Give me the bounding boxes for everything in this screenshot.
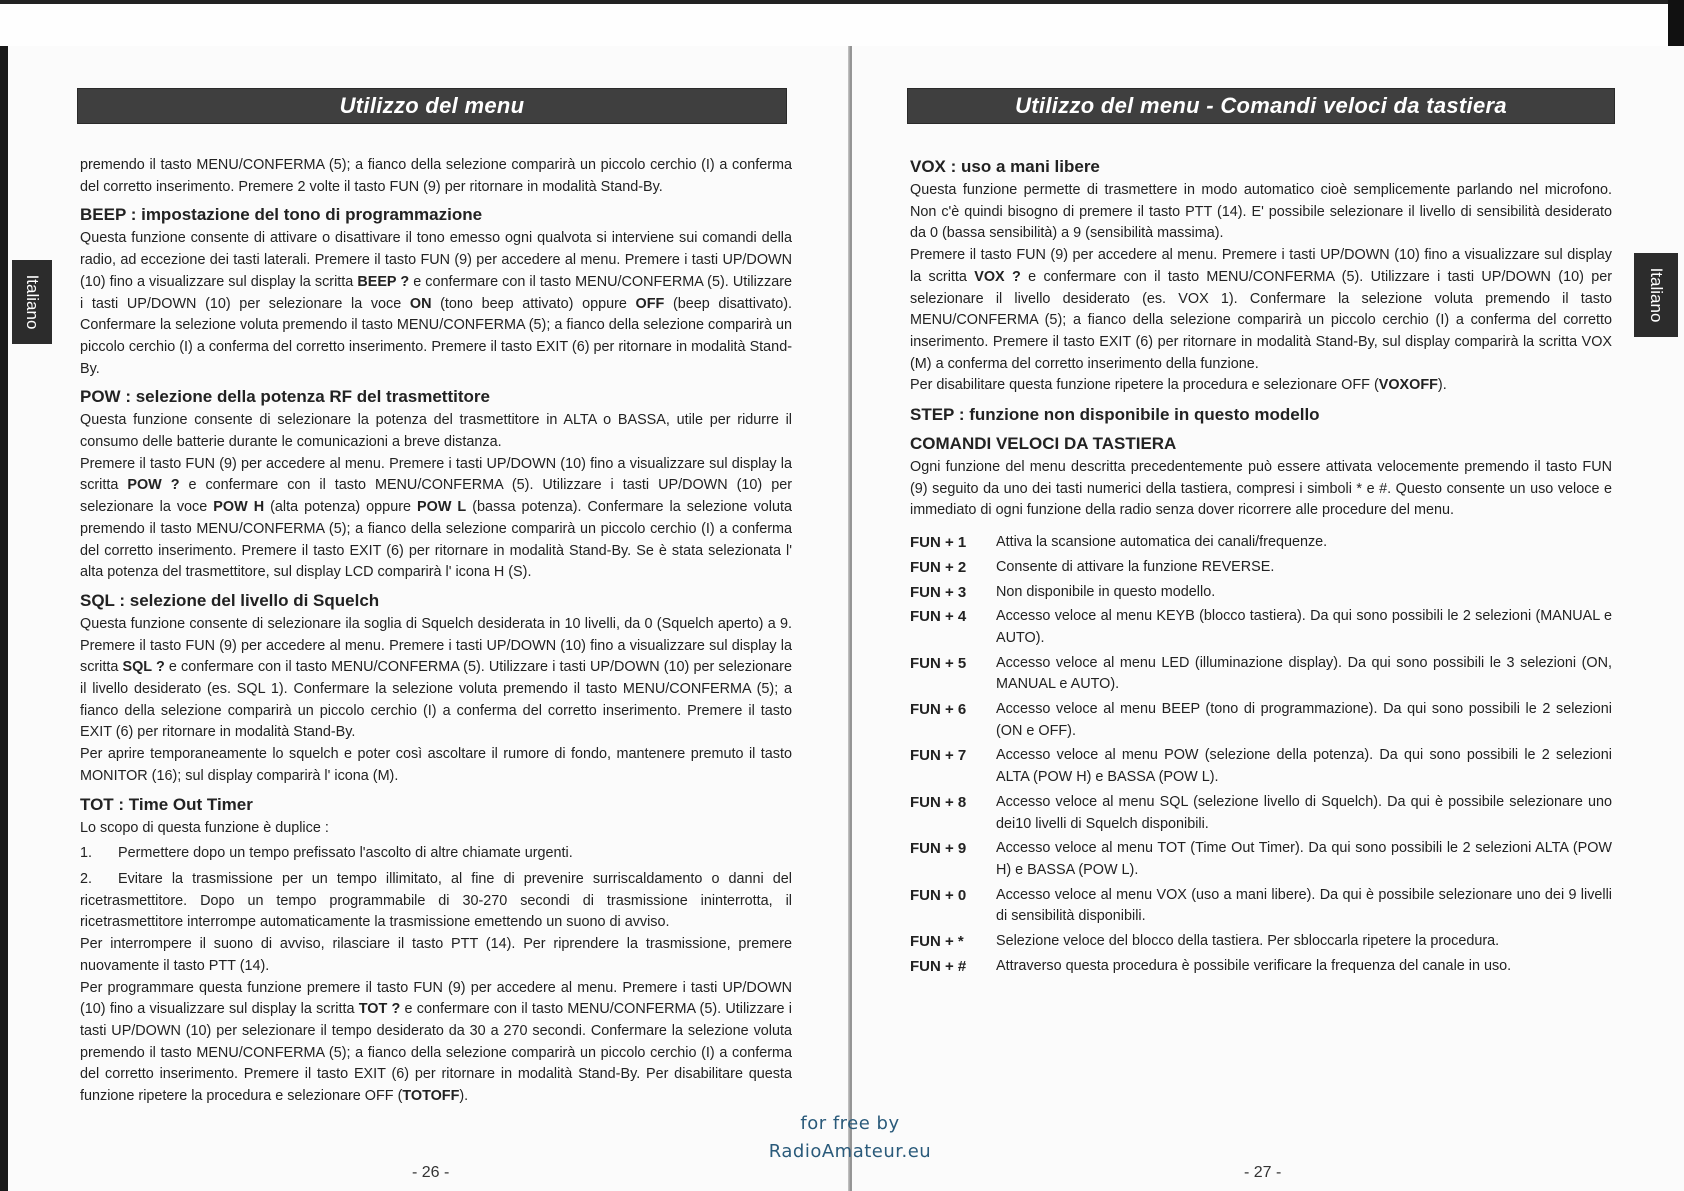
fun-row bbox=[910, 699, 1612, 742]
fun-key: FUN + 1 bbox=[910, 534, 967, 552]
watermark-line-2: RadioAmateur.eu bbox=[768, 1141, 932, 1162]
right-page-content bbox=[910, 149, 1612, 981]
fun-shortcut-list bbox=[910, 532, 1612, 977]
fun-desc: Accesso veloce al menu VOX (uso a mani libere). Da qui è possibile selezionare uno dei 9 livelli di sensibilità disponibili. bbox=[996, 886, 1612, 925]
fun-key: FUN + 9 bbox=[910, 840, 967, 858]
sql-heading: SQL : selezione del livello di Squelch bbox=[80, 590, 380, 610]
tot-paragraph-3: Per programmare questa funzione premere il tasto FUN (9) per accedere al menu. Premere i tasti UP/DOWN (10) fino a visualizzare sul display la scritta TOT ? e confermare con il tasto MENU/CONFERMA (5). Utilizzare i tasti UP/DOWN (10) per selezionare il tempo desiderato da 30 a 270 secondi. Confermare la selezione voluta premendo il tasto MENU/CONFERMA (5); a fianco della selezione comparirà un piccolo cerchio (I) a conferma del corretto inserimento. Premere il tasto EXIT (6) per ritornare in modalità Stand-By. Per disabilitare questa funzione ripetere la procedura e selezionare OFF (TOTOFF). bbox=[80, 979, 792, 1105]
scan-top-edge bbox=[0, 0, 1684, 46]
fun-row bbox=[910, 606, 1612, 649]
fun-row bbox=[910, 532, 1612, 554]
comandi-heading: COMANDI VELOCI DA TASTIERA bbox=[910, 434, 1177, 454]
vox-paragraph-2: Premere il tasto FUN (9) per accedere al menu. Premere i tasti UP/DOWN (10) fino a visualizzare sul display la scritta VOX ? e confermare con il tasto MENU/CONFERMA (5). Utilizzare i tasti UP/DOWN (10) per selezionare il livello desiderato (es. VOX 1). Confermare la selezione voluta premendo il tasto MENU/CONFERMA (5); a fianco della selezione comparirà un piccolo cerchio (I) a conferma del corretto inserimento. Premere il tasto EXIT (6) per ritornare in modalità Stand-By, sul display comparirà la scritta VOX (M) a conferma del corretto inserimento della funzione. bbox=[910, 247, 1613, 372]
fun-desc: Accesso veloce al menu KEYB (blocco tastiera). Da qui sono possibili le 2 selezioni (MANUAL e AUTO). bbox=[996, 608, 1612, 646]
tot-paragraph-2: Per interrompere il suono di avviso, rilasciare il tasto PTT (14). Per riprendere la trasmissione, premere nuovamente il tasto PTT (14). bbox=[80, 936, 792, 974]
fun-key: FUN + 8 bbox=[910, 793, 967, 811]
fun-desc: Accesso veloce al menu TOT (Time Out Timer). Da qui sono possibili le 2 selezioni ALTA (POW H) e BASSA (POW L). bbox=[996, 840, 1612, 878]
fun-row bbox=[910, 582, 1612, 604]
left-page-number: - 26 - bbox=[412, 1164, 450, 1181]
fun-key: FUN + 6 bbox=[910, 701, 967, 719]
fun-desc: Selezione veloce del blocco della tastiera. Per sbloccarla ripetere la procedura. bbox=[996, 933, 1500, 950]
fun-desc: Accesso veloce al menu SQL (selezione livello di Squelch). Da qui è possibile selezionare uno dei10 livelli di Squelch disponibili. bbox=[996, 793, 1612, 832]
fun-desc: Attiva la scansione automatica dei canali/frequenze. bbox=[996, 534, 1328, 551]
fun-row bbox=[910, 653, 1612, 696]
fun-desc: Consente di attivare la funzione REVERSE. bbox=[996, 558, 1275, 575]
pow-heading: POW : selezione della potenza RF del trasmettitore bbox=[80, 387, 490, 407]
beep-paragraph: Questa funzione consente di attivare o disattivare il tono emesso ogni qualvota si interviene sui comandi della radio, ad eccezione dei tasti laterali. Premere il tasto FUN (9) per accedere al menu. Premere i tasti UP/DOWN (10) fino a visualizzare sul display la scritta BEEP ? e confermare con il tasto MENU/CONFERMA (5). Utilizzare i tasti UP/DOWN (10) per selezionare la voce ON (tono beep attivato) oppure OFF (beep disattivato). Confermare la selezione voluta premendo il tasto MENU/CONFERMA (5); a fianco della selezione comparirà un piccolo cerchio (I) a conferma del corretto inserimento. Premere il tasto EXIT (6) per ritornare in modalità Stand-By. bbox=[80, 230, 792, 377]
left-page bbox=[8, 46, 850, 1191]
fun-row bbox=[910, 792, 1612, 835]
step-heading: STEP : funzione non disponibile in questo modello bbox=[910, 405, 1320, 425]
fun-row bbox=[910, 838, 1612, 881]
vox-paragraph-3: Per disabilitare questa funzione ripetere la procedura e selezionare OFF (VOXOFF). bbox=[910, 377, 1447, 394]
fun-key: FUN + 5 bbox=[910, 654, 967, 672]
right-page-header: Utilizzo del menu - Comandi veloci da tastiera bbox=[907, 88, 1615, 124]
tot-list-item-2: 2. Evitare la trasmissione per un tempo illimitato, al fine di prevenire surriscaldamento o danni del ricetrasmettitore. Dopo un tempo programmabile di 30-270 secondi di trasmissione ininterrotta, il ricetrasmettitore interrompe automaticamente la trasmissione emettendo un suono di avviso. bbox=[80, 870, 792, 931]
beep-heading: BEEP : impostazione del tono di programmazione bbox=[80, 205, 483, 225]
fun-key: FUN + # bbox=[910, 957, 967, 975]
fun-row bbox=[910, 745, 1612, 788]
comandi-paragraph: Ogni funzione del menu descritta precedentemente può essere attivata velocemente premendo il tasto FUN (9) seguito da uno dei tasti numerici della tastiera, compresi i simboli * e #. Questo consente un uso veloce e immediato di ogni funzione della radio senza dover ricorrere alle procedure del menu. bbox=[910, 459, 1612, 519]
fun-row bbox=[910, 557, 1612, 579]
left-page-content bbox=[80, 155, 792, 1108]
fun-key: FUN + 2 bbox=[910, 558, 967, 576]
fun-row bbox=[910, 931, 1612, 953]
tot-list-item-1: 1. Permettere dopo un tempo prefissato l'ascolto di altre chiamate urgenti. bbox=[80, 845, 573, 862]
sql-paragraph-1: Questa funzione consente di selezionare ila soglia di Squelch desiderata in 10 livelli, da 0 (Squelch aperto) a 9. Premere il tasto FUN (9) per accedere al menu. Premere i tasti UP/DOWN (10) fino a visualizzare sul display la scritta SQL ? e confermare con il tasto MENU/CONFERMA (5). Utilizzare i tasti UP/DOWN (10) per selezionare il livello desiderato (es. SQL 1). Confermare la selezione voluta premendo il tasto MENU/CONFERMA (5); a fianco della selezione comparirà un piccolo cerchio (I) a conferma del corretto inserimento. Premere il tasto EXIT (6) per ritornare in modalità Stand-By. bbox=[80, 615, 792, 741]
tot-paragraph-1: Lo scopo di questa funzione è duplice : bbox=[80, 819, 329, 836]
left-page-header: Utilizzo del menu bbox=[77, 88, 787, 124]
right-language-tab-label: Italiano bbox=[1647, 267, 1666, 323]
fun-desc: Accesso veloce al menu LED (illuminazione display). Da qui sono possibili le 3 selezioni (ON, MANUAL e AUTO). bbox=[996, 654, 1612, 693]
intro-paragraph: premendo il tasto MENU/CONFERMA (5); a fianco della selezione comparirà un piccolo cerchio (I) a conferma del corretto inserimento. Premere 2 volte il tasto FUN (9) per ritornare in modalità Stand-By. bbox=[80, 157, 792, 195]
fun-key: FUN + 0 bbox=[910, 886, 967, 904]
vox-heading: VOX : uso a mani libere bbox=[910, 157, 1100, 176]
watermark-line-1: for free by bbox=[800, 1113, 900, 1134]
tot-heading: TOT : Time Out Timer bbox=[80, 794, 253, 814]
right-page-number: - 27 - bbox=[1244, 1164, 1282, 1181]
pow-paragraph-2: Premere il tasto FUN (9) per accedere al menu. Premere i tasti UP/DOWN (10) fino a visualizzare sul display la scritta POW ? e confermare con il tasto MENU/CONFERMA (5). Utilizzare i tasti UP/DOWN (10) per selezionare la voce POW H (alta potenza) oppure POW L (bassa potenza). Confermare la selezione voluta premendo il tasto MENU/CONFERMA (5); a fianco della selezione comparirà un piccolo cerchio (I) a conferma del corretto inserimento. Premere il tasto EXIT (6) per ritornare in modalità Stand-By. Se è stata selezionata l' alta potenza del trasmettitore, sul display LCD comparirà l' icona H (S). bbox=[80, 455, 792, 581]
fun-desc: Accesso veloce al menu POW (selezione della potenza). Da qui sono possibili le 2 selezioni ALTA (POW H) e BASSA (POW L). bbox=[996, 747, 1612, 786]
fun-desc: Accesso veloce al menu BEEP (tono di programmazione). Da qui sono possibili le 2 selezioni (ON e OFF). bbox=[996, 701, 1612, 739]
right-page bbox=[852, 46, 1684, 1191]
fun-row bbox=[910, 956, 1612, 978]
fun-desc: Attraverso questa procedura è possibile verificare la frequenza del canale in uso. bbox=[996, 957, 1512, 974]
sql-paragraph-2: Per aprire temporaneamente lo squelch e poter così ascoltare il rumore di fondo, mantenere premuto il tasto MONITOR (16); sul display comparirà l' icona (M). bbox=[80, 746, 792, 784]
fun-key: FUN + 4 bbox=[910, 608, 967, 626]
fun-row bbox=[910, 885, 1612, 928]
fun-key: FUN + 7 bbox=[910, 747, 967, 765]
vox-paragraph-1: Questa funzione permette di trasmettere in modo automatico cioè semplicemente parlando nel microfono. Non c'è quindi bisogno di premere il tasto PTT (14). E' possibile selezionare il livello di sensibilità desiderato da 0 (bassa sensibilità) a 9 (sensibilità massima). bbox=[910, 182, 1612, 242]
left-language-tab bbox=[12, 260, 52, 344]
left-language-tab-label: Italiano bbox=[23, 274, 42, 330]
right-language-tab bbox=[1634, 253, 1678, 337]
fun-key: FUN + * bbox=[910, 933, 964, 951]
fun-desc: Non disponibile in questo modello. bbox=[996, 583, 1216, 600]
fun-key: FUN + 3 bbox=[910, 583, 967, 601]
pow-paragraph-1: Questa funzione consente di selezionare la potenza del trasmettitore in ALTA o BASSA, utile per ridurre il consumo delle batterie durante le comunicazioni a breve distanza. bbox=[80, 412, 792, 451]
